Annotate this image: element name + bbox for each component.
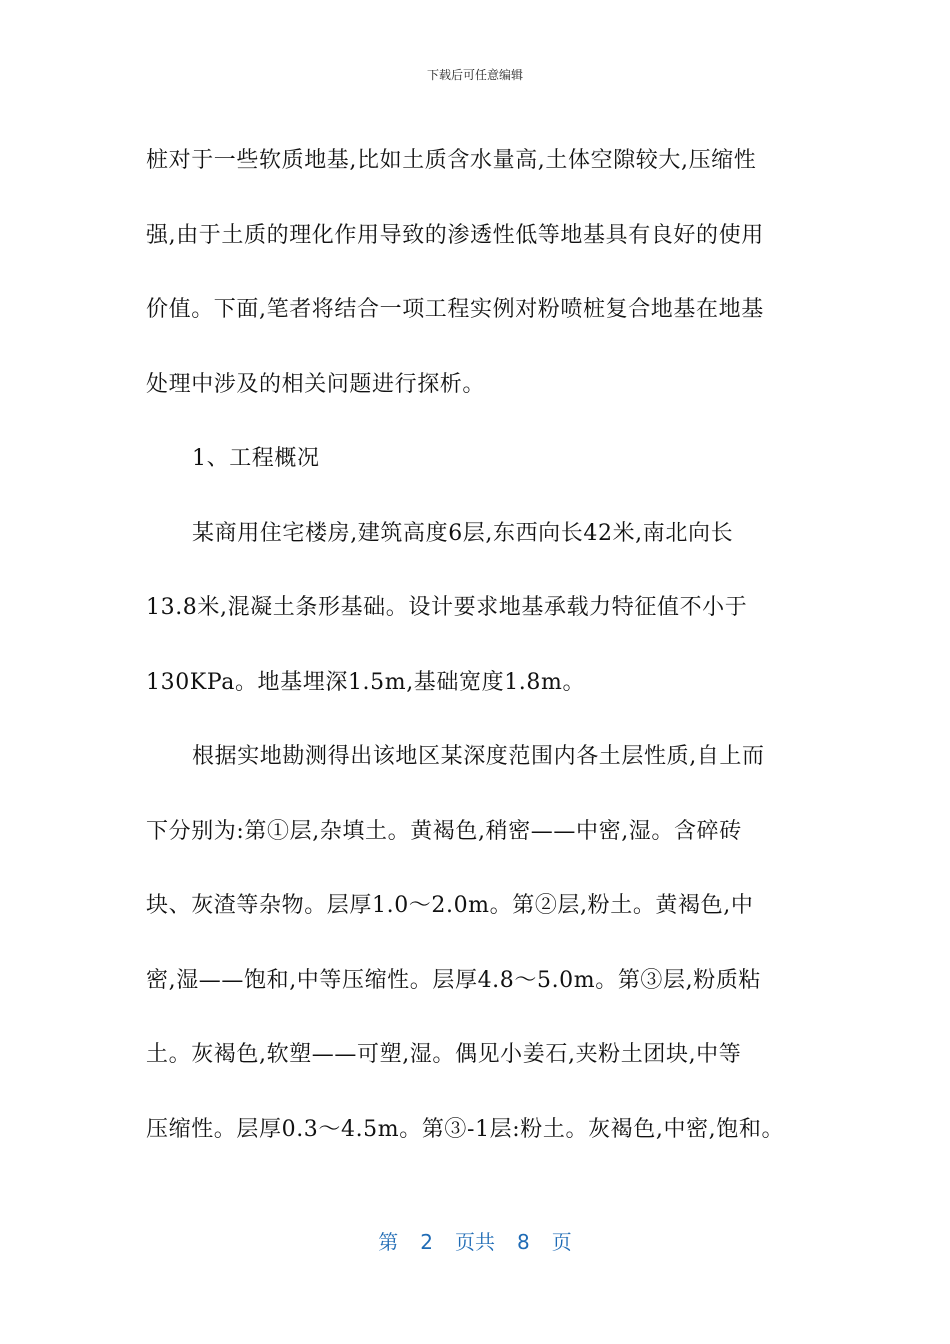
paragraph-line: 下分别为:第①层,杂填土。黄褐色,稍密——中密,湿。含碎砖 (146, 818, 742, 844)
paragraph-line: 块、灰渣等杂物。层厚1.0～2.0m。第②层,粉土。黄褐色,中 (146, 893, 754, 918)
document-body (146, 124, 816, 1167)
paragraph-line: 13.8米,混凝土条形基础。设计要求地基承载力特征值不小于 (146, 595, 748, 620)
section-heading: 1、工程概况 (192, 446, 320, 471)
paragraph-line: 根据实地勘测得出该地区某深度范围内各土层性质,自上而 (192, 744, 765, 769)
page-footer (0, 1226, 950, 1255)
footer-total-pages: 8 (517, 1230, 530, 1254)
paragraph-line: 130KPa。地基埋深1.5m,基础宽度1.8m。 (146, 669, 586, 695)
footer-prefix: 第 (378, 1230, 399, 1254)
paragraph-line: 强,由于土质的理化作用导致的渗透性低等地基具有良好的使用 (146, 222, 764, 248)
page-header-note: 下载后可任意编辑 (426, 68, 523, 82)
footer-current-page: 2 (420, 1230, 433, 1254)
paragraph-line: 某商用住宅楼房,建筑高度6层,东西向长42米,南北向长 (192, 520, 734, 546)
footer-middle: 页共 (455, 1230, 495, 1254)
paragraph-line: 价值。下面,笔者将结合一项工程实例对粉喷桩复合地基在地基 (146, 297, 764, 322)
paragraph-line: 土。灰褐色,软塑——可塑,湿。偶见小姜石,夹粉土团块,中等 (146, 1042, 742, 1067)
paragraph-line: 桩对于一些软质地基,比如土质含水量高,土体空隙较大,压缩性 (146, 148, 757, 173)
footer-suffix: 页 (551, 1230, 572, 1254)
paragraph-line: 压缩性。层厚0.3～4.5m。第③-1层:粉土。灰褐色,中密,饱和。 (146, 1116, 785, 1142)
paragraph-line: 处理中涉及的相关问题进行探析。 (146, 371, 486, 397)
paragraph-line: 密,湿——饱和,中等压缩性。层厚4.8～5.0m。第③层,粉质粘 (146, 967, 762, 993)
